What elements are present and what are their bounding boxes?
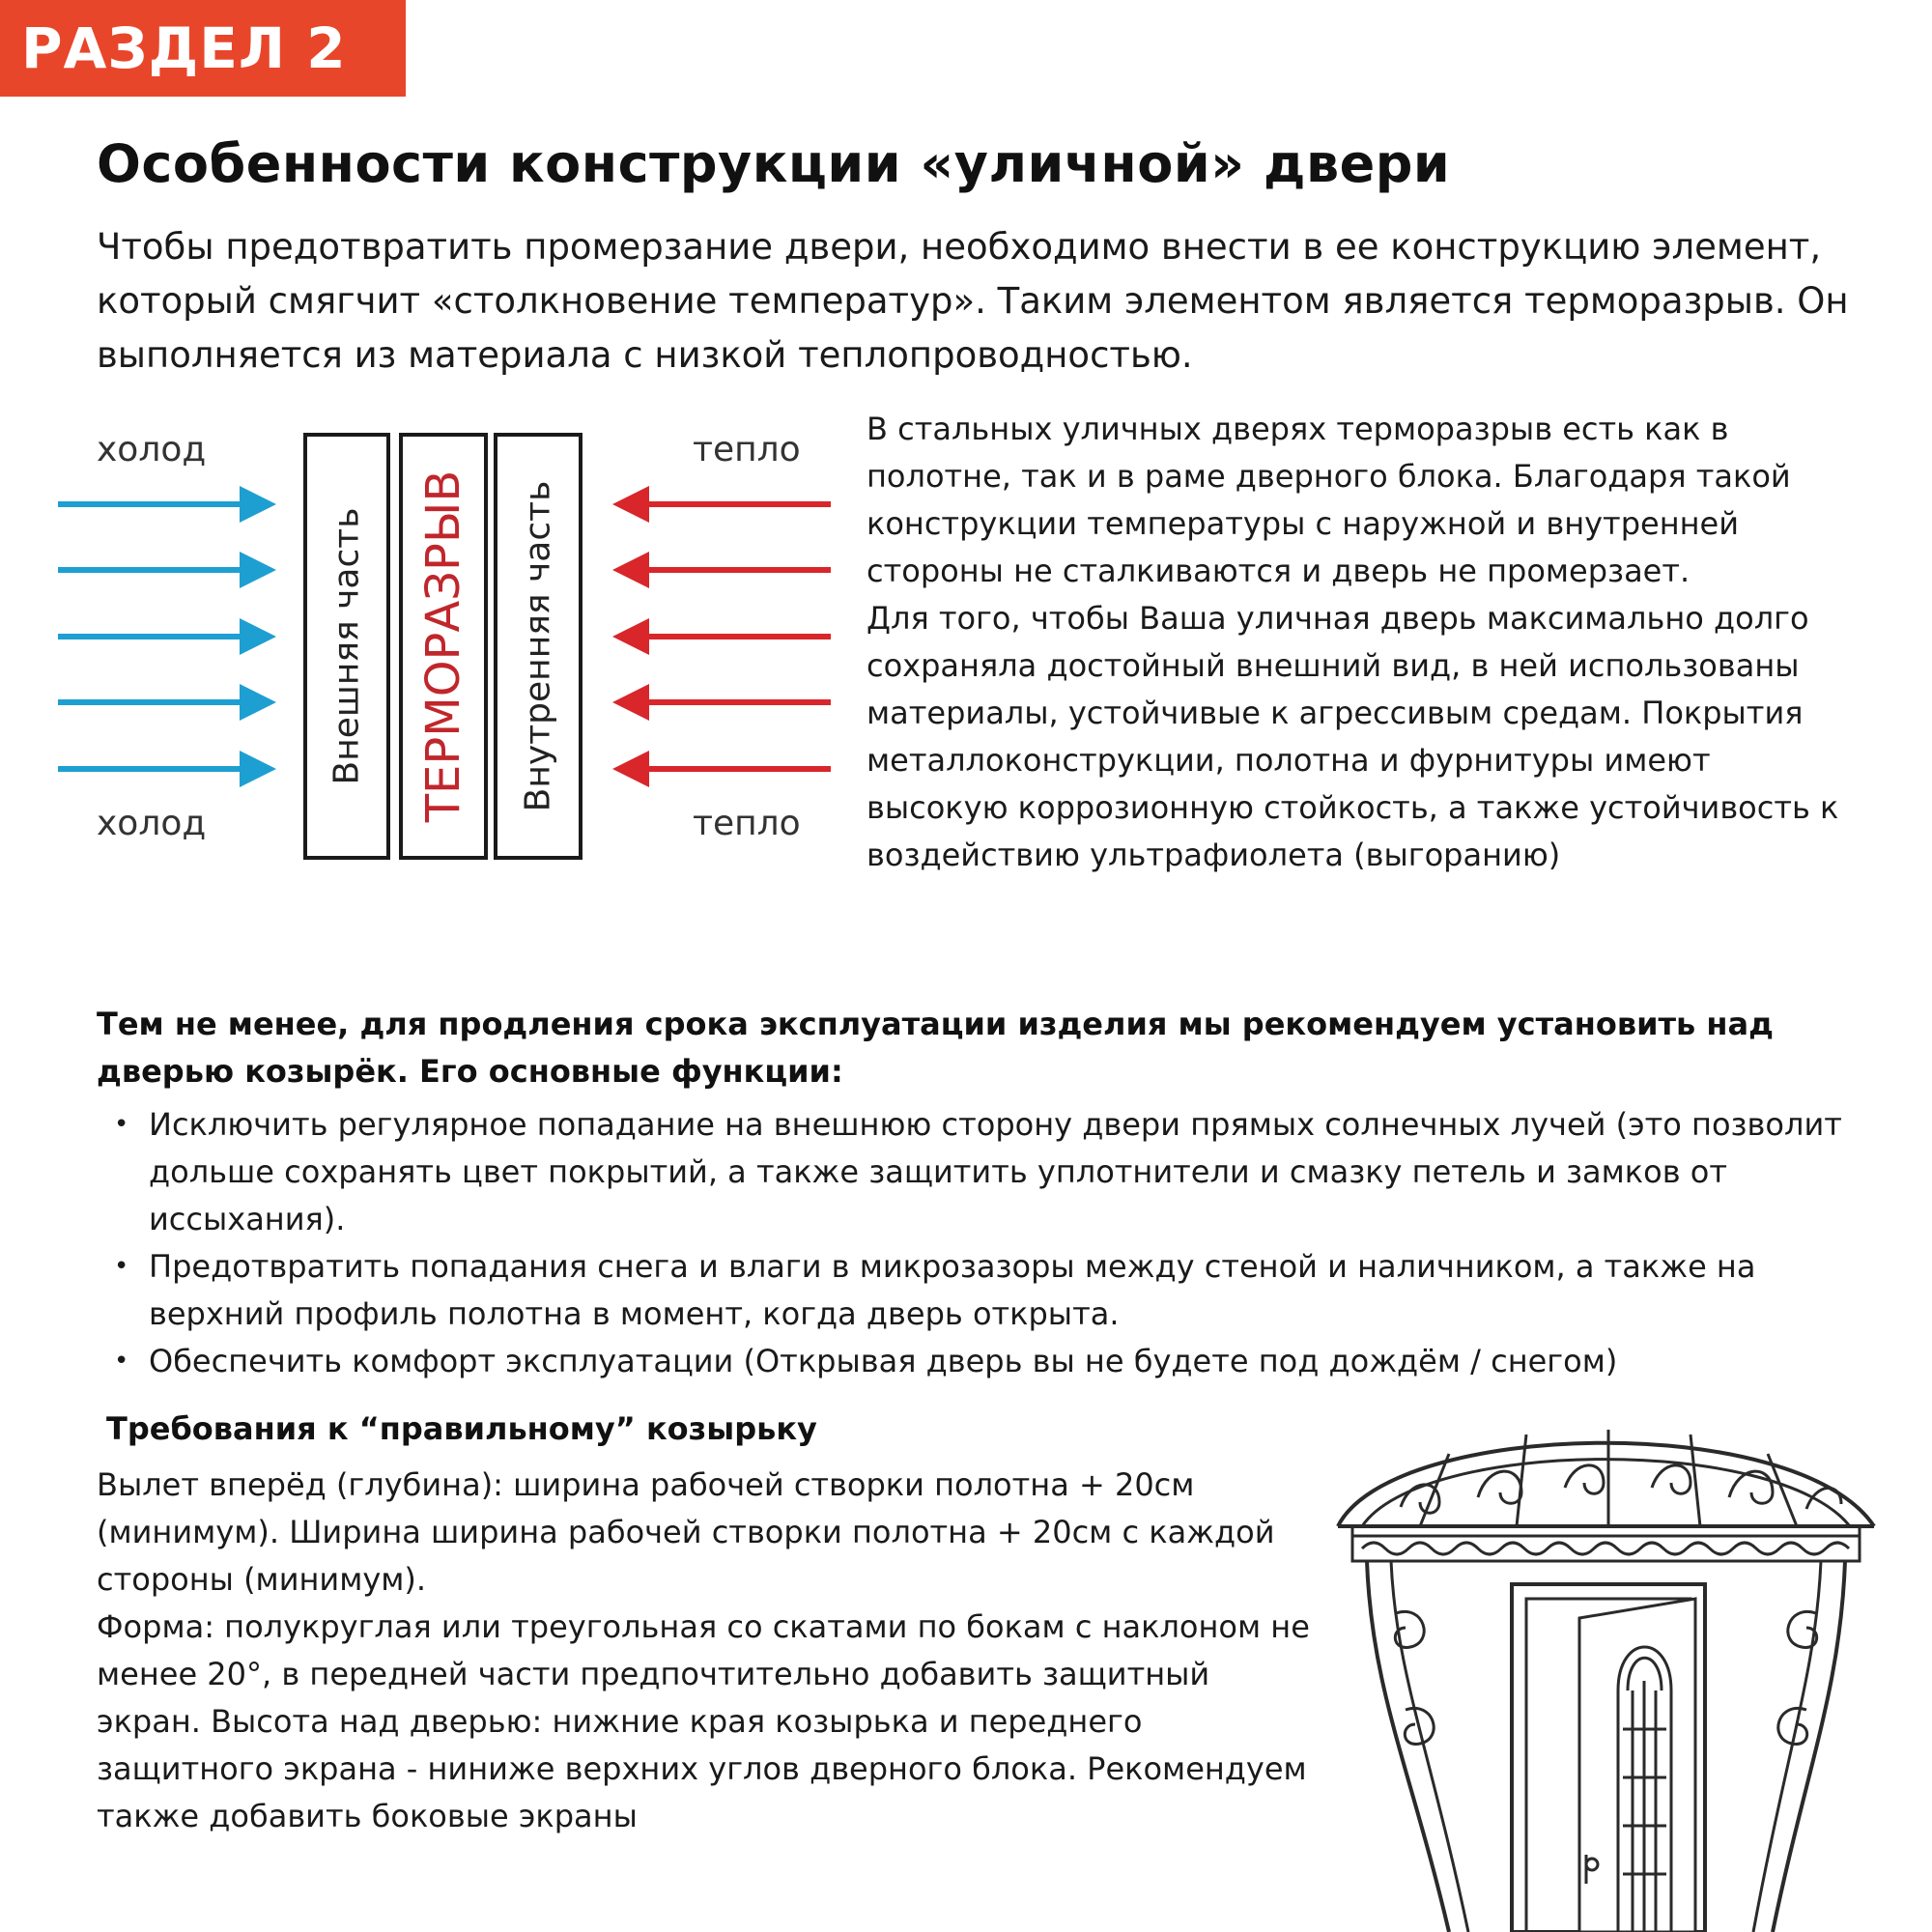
cold-arrow-icon bbox=[58, 486, 276, 523]
list-item-text: Исключить регулярное попадание на внешнюю сторону двери прямых солнечных лучей (это позволит дольше сохранять цвет покрытий, а также защитить уплотнители и смазку петель и замков от иссыхания). bbox=[149, 1106, 1842, 1237]
list-item bbox=[97, 1338, 1874, 1385]
bullet-icon: • bbox=[114, 1252, 129, 1281]
section-badge: РАЗДЕЛ 2 bbox=[0, 0, 406, 97]
list-item-text: Обеспечить комфорт эксплуатации (Открывая дверь вы не будете под дождём / снегом) bbox=[149, 1343, 1618, 1379]
cold-arrow-icon bbox=[58, 552, 276, 588]
intro-paragraph: Чтобы предотвратить промерзание двери, необходимо внести в ее конструкцию элемент, который смягчит «столкновение температур». Таким элементом является терморазрыв. Он выполняется из материала с низкой теплопроводностью. bbox=[97, 226, 1849, 376]
canopy-recommendation-lead: Тем не менее, для продления срока эксплуатации изделия мы рекомендуем установить над дверью козырёк. Его основные функции: bbox=[97, 1006, 1774, 1090]
list-item bbox=[97, 1101, 1874, 1243]
thermal-break-label: ТЕРМОРАЗРЫВ bbox=[416, 469, 470, 823]
warm-arrow-icon bbox=[612, 552, 831, 588]
warm-arrow-icon bbox=[612, 486, 831, 523]
bullet-icon: • bbox=[114, 1110, 129, 1139]
warm-label-top: тепло bbox=[693, 430, 801, 469]
cold-arrow-icon bbox=[58, 751, 276, 787]
description-paragraph-2: Для того, чтобы Ваша уличная дверь максимально долго сохраняла достойный внешний вид, в ней использованы материалы, устойчивые к агрессивым средам. Покрытия металлоконструкции, полотна и фурнитуры имеют высокую коррозионную стойкость, а также устойчивость к воздействию ультрафиолета (выгоранию) bbox=[867, 600, 1839, 873]
warm-arrow-icon bbox=[612, 684, 831, 721]
outer-part-layer bbox=[303, 433, 390, 860]
cold-label-top: холод bbox=[97, 430, 207, 469]
cold-label-bottom: холод bbox=[97, 804, 207, 843]
thermal-break-layer bbox=[399, 433, 488, 860]
warm-arrow-icon bbox=[612, 751, 831, 787]
outer-part-label: Внешняя часть bbox=[327, 507, 367, 785]
bullet-icon: • bbox=[114, 1347, 129, 1376]
page-title: Особенности конструкции «уличной» двери bbox=[97, 133, 1451, 194]
requirements-paragraph-1: Вылет вперёд (глубина): ширина рабочей створки полотна + 20см (минимум). Ширина ширина рабочей створки полотна + 20см с каждой стороны (минимум). bbox=[97, 1466, 1275, 1598]
warm-arrow-icon bbox=[612, 618, 831, 655]
thermal-break-description bbox=[867, 406, 1852, 879]
thermal-break-diagram bbox=[0, 415, 850, 879]
cold-arrows bbox=[0, 415, 290, 879]
list-item-text: Предотвратить попадания снега и влаги в микрозазоры между стеной и наличником, а также на верхний профиль полотна в момент, когда дверь открыта. bbox=[149, 1248, 1756, 1332]
requirements-text bbox=[97, 1462, 1314, 1840]
canopy-functions-list bbox=[97, 1101, 1874, 1385]
description-paragraph-1: В стальных уличных дверях терморазрыв есть как в полотне, так и в раме дверного блока. Благодаря такой конструкции температуры с наружной и внутренней стороны не сталкиваются и дверь не промерзает. bbox=[867, 411, 1791, 589]
list-item bbox=[97, 1243, 1874, 1338]
inner-part-layer bbox=[494, 433, 582, 860]
requirements-heading: Требования к “правильному” козырьку bbox=[106, 1410, 817, 1447]
warm-label-bottom: тепло bbox=[693, 804, 801, 843]
wrought-iron-canopy-door-illustration bbox=[1333, 1401, 1884, 1932]
cold-arrow-icon bbox=[58, 618, 276, 655]
cold-arrow-icon bbox=[58, 684, 276, 721]
requirements-paragraph-2: Форма: полукруглая или треугольная со скатами по бокам с наклоном не менее 20°, в передней части предпочтительно добавить защитный экран. Высота над дверью: нижние края козырька и переднего защитного экрана - ниниже верхних углов дверного блока. Рекомендуем также добавить боковые экраны bbox=[97, 1608, 1310, 1834]
inner-part-label: Внутренняя часть bbox=[518, 480, 558, 812]
warm-arrows bbox=[599, 415, 850, 879]
